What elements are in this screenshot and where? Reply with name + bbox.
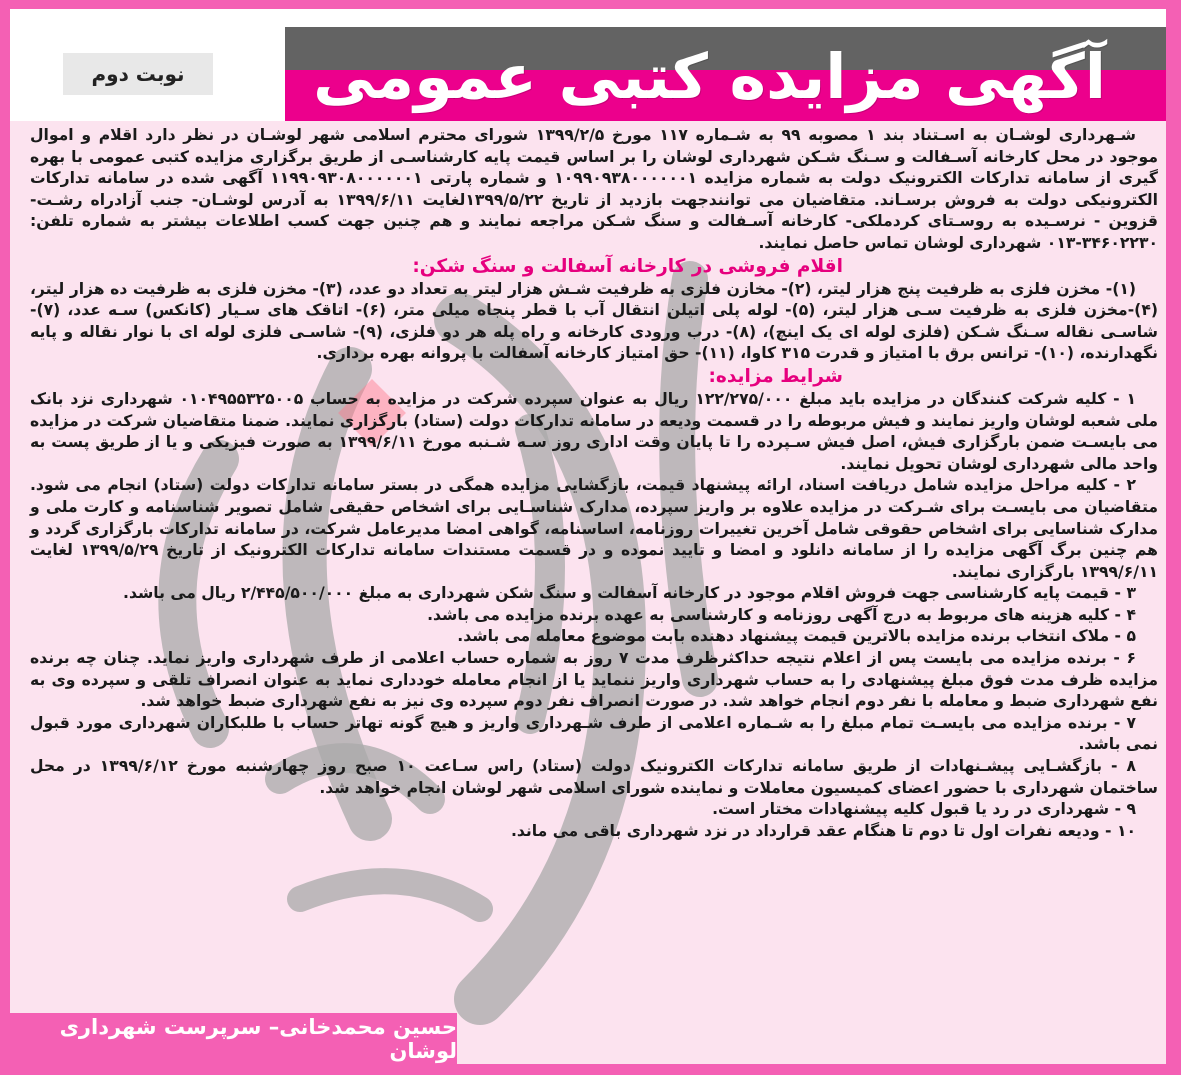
intro-paragraph: شـهرداری لوشـان به اسـتناد بند ۱ مصوبه ۹۹ به شـماره ۱۱۷ مورخ ۱۳۹۹/۲/۵ شورای محترم اسلامی شهر لوشـان در نظر دارد اقلام و اموال موجود در محل کارخانه آسـفالت و سـنگ شـکن شهرداری لوشان را بر اساس قیمت پایه کارشناسـی از طریق برگزاری مزایده کتبی عمومی با بهره گیری از سامانه تدارکات الکترونیک دولت به شماره مزایده ۱۰۹۹۰۹۳۸۰۰۰۰۰۰۱ و شماره پارتی ۱۱۹۹۰۹۳۰۸۰۰۰۰۰۰۱ آگهی شده در سامانه تدارکات الکترونیکی دولت به فروش برسـاند. متقاضیان می توانندجهت بازدید از تاریخ ۱۳۹۹/۵/۲۲لغایت ۱۳۹۹/۶/۱۱ به آدرس لوشـان- جنب آزادراه رشـت- قزوین - نرسـیده به روسـتای کردملکی- کارخانه آسـفالت و سنگ شـکن مراجعه نمایند و هم چنین جهت کسب اطلاعات بیشتر به شماره تلفن: ۳۴۶۰۲۲۳۰-۰۱۳ شهرداری لوشان تماس حاصل نمایند. [30, 126, 1158, 252]
title-banner [285, 27, 1166, 121]
condition-item: ۹ - شهرداری در رد یا قبول کلیه پیشنهادات مختار است. [712, 800, 1136, 819]
items-paragraph: (۱)- مخزن فلزی به ظرفیت پنج هزار لیتر، (۲)- مخازن فلزی به ظرفیت شـش هزار لیتر به تعداد دو عدد، (۳)- مخزن فلزی به ظرفیت ده هزار لیتر، (۴)-مخزن فلزی به ظرفیت سـی هزار لیتر، (۵)- لوله پلی اتیلن انتقال آب با قطر پنجاه میلی متر، (۶)- اتاقک های سـیار (کانکس) سـه عدد، (۷)- شاسـی نقاله سـنگ شـکن (فلزی لوله ای یک اینچ)، (۸)- درب ورودی کارخانه و راه پله هر دو فلزی، (۹)- شاسـی فلزی لوله ای با نوار نقاله و پایه نگهدارنده، (۱۰)- ترانس برق با امتیاز و قدرت ۳۱۵ کاوا، (۱۱)- حق امتیاز کارخانه آسفالت با پروانه بهره برداری. [30, 279, 1158, 363]
condition-item: ۱ - کلیه شرکت کنندگان در مزایده باید مبلغ ۱۲۲/۲۷۵/۰۰۰ ریال به عنوان سپرده شرکت در مزایده به حساب ۰۱۰۴۹۵۵۳۲۵۰۰۵ شهرداری نزد بانک ملی شعبه لوشان واریز نمایند و فیش مربوطه را در قسمت ودیعه در سامانه تدارکات دولت (ستاد) بارگزاری نمایند. ضمنا متقاضیان شرکت در مزایده می بایسـت ضمن بارگزاری فیش، اصل فیش سـپرده را تا پایان وقت اداری روز سـه شـنبه مورخ ۱۳۹۹/۶/۱۱ به صورت فیزیکی و یا از طریق پست به واحد مالی شهرداری لوشان تحویل نمایند. [30, 389, 1158, 473]
condition-item: ۴ - کلیه هزینه های مربوط به درج آگهی روزنامه و کارشناسی به عهده برنده مزایده می باشد. [427, 605, 1136, 624]
round-badge: نوبت دوم [63, 53, 213, 95]
condition-item: ۶ - برنده مزایده می بایست پس از اعلام نتیجه حداکثرظرف مدت ۷ روز به شماره حساب اعلامی از طرف شهرداری واریز نماید. چنان چه برنده مزایده ظرف مدت فوق مبلغ پیشنهادی را به حساب شهرداری واریز ننماید یا از انجام معامله خودداری نماید به عنوان انصراف تلقی و سپرده وی به نفع شهرداری ضبط و معامله با نفر دوم انجام خواهد شد. در صورت انصراف نفر دوم سپرده وی نیز به نفع شهرداری ضبط خواهد شد. [30, 649, 1158, 711]
condition-item: ۷ - برنده مزایده می بایسـت تمام مبلغ را به شـماره اعلامی از طرف شـهرداری واریز و هیچ گونه تهاتر حساب با طلبکاران شهرداری مورد قبول نمی باشد. [30, 713, 1158, 754]
items-heading: اقلام فروشی در کارخانه آسفالت و سنگ شکن: [412, 255, 843, 277]
condition-item: ۳ - قیمت پایه کارشناسی جهت فروش اقلام موجود در کارخانه آسفالت و سنگ شکن شهرداری به مبلغ ۲/۴۴۵/۵۰۰/۰۰۰ ریال می باشد. [123, 584, 1136, 603]
condition-item: ۵ - ملاک انتخاب برنده مزایده بالاترین قیمت پیشنهاد دهنده بابت موضوع معامله می باشد. [457, 627, 1136, 646]
notice-frame [10, 9, 1166, 1064]
condition-item: ۸ - بازگشـایی پیشـنهادات از طریق سامانه تدارکات الکترونیک دولت (ستاد) راس سـاعت ۱۰ صبح روز چهارشنبه مورخ ۱۳۹۹/۶/۱۲ در محل ساختمان شهرداری با حضور اعضای کمیسیون معاملات و نماینده شورای اسلامی شهر لوشان انجام خواهد شد. [30, 757, 1158, 797]
condition-item: ۱۰ - ودیعه نفرات اول تا دوم تا هنگام عقد قرارداد در نزد شهرداری باقی می ماند. [510, 821, 1136, 840]
page-title: آگهی مزایده کتبی عمومی [313, 40, 1106, 113]
header-area [10, 9, 1166, 121]
signature-box: حسین محمدخانی– سرپرست شهرداری لوشان [10, 1013, 457, 1064]
notice-body [30, 125, 1158, 842]
conditions-heading: شرایط مزایده: [708, 365, 843, 387]
condition-item: ۲ - کلیه مراحل مزایده شامل دریافت اسناد، ارائه پیشنهاد قیمت، بازگشایی مزایده همگی در بستر سامانه تدارکات دولت (ستاد) انجام می شود. متقاضیان می بایسـت برای شـرکت در مزایده علاوه بر واریز سپرده، مدارک شناسـایی برای اشخاص حقیقی شامل تصویر شناسنامه و کارت ملی و مدارک شناسایی برای اشخاص حقوقی شامل آخرین تغییرات روزنامه، اساسنامه، گواهی امضا مدیرعامل شرکت، در سامانه تدارکات بارگزاری گردد و هم چنین برگ آگهی مزایده را از سامانه دانلود و امضا و تایید نموده و در قسمت مستندات سامانه تدارکات الکترونیک از تاریخ ۱۳۹۹/۵/۲۹ لغایت ۱۳۹۹/۶/۱۱ بارگزاری نمایند. [30, 476, 1158, 581]
